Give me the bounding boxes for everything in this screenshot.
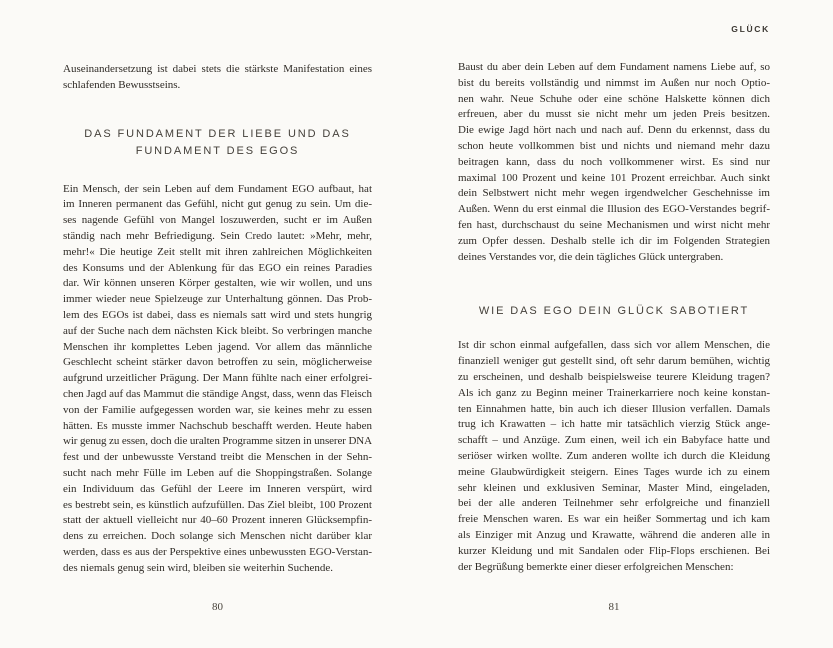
- text-line: Geschlecht scheint stärker davon betroffen zu sein, möglicherweise: [63, 356, 372, 369]
- paragraph-body-right-1: [458, 60, 770, 265]
- text-line: immer wieder neue Spielzeuge zur Unterhaltung gönnen. Das Prob-: [63, 293, 372, 306]
- text-line: dar. Wir können unseren Körper gestalten, wie wir wollen, und uns: [63, 277, 372, 290]
- text-line: schon heute vollkommen bist und nichts und niemand mehr dazu: [458, 139, 770, 152]
- text-line: aufgrund urzeitlicher Prägung. Der Mann fühlte nach einer erfolgrei-: [63, 372, 372, 385]
- text-line: schafft – und Anzüge. Zum einen, weil ich ein Babyface hatte und: [458, 434, 770, 447]
- text-line: Die ewige Jagd hört nach und nach auf. Denn du erkennst, dass du: [458, 124, 770, 137]
- text-line: mehr!« Die heutige Zeit stellt mit ihren zahlreichen Möglichkeiten: [63, 245, 372, 258]
- right-page: [458, 60, 770, 575]
- section-heading-right: [458, 303, 770, 320]
- text-line: chen Jagd auf das Mammut die ständige Angst, dass, wenn das Fleisch: [63, 387, 372, 400]
- text-line: Außen. Wenn du erst einmal die Illusion des EGO-Verstandes begrif-: [458, 203, 770, 216]
- text-line: fest und der unbewusste Verstand treibt die Menschen in der Sehn-: [63, 451, 372, 464]
- left-page: [63, 62, 372, 577]
- text-line: von der Familie aufgegessen worden war, sie keines mehr zu essen: [63, 403, 372, 416]
- text-line: freie Menschen waren. Es war ein heißer Sommertag und ich kam: [458, 513, 770, 526]
- text-line: Auseinandersetzung ist dabei stets die stärkste Manifestation eines: [63, 63, 372, 75]
- text-line: kurzer Kleidung und mit Sandalen oder Flip-Flops erschienen. Bei: [458, 544, 770, 557]
- text-line: Als ich ganz zu Beginn meiner Trainerkarriere noch keine konstan-: [458, 386, 770, 399]
- text-line: maximal 100 Prozent und keine 101 Prozent erreichbar. Auch sinkt: [458, 171, 770, 184]
- page-number-left: 80: [212, 601, 223, 613]
- text-line: ein Individuum das Gefühl der Leere im Inneren verspürt, wird: [63, 482, 372, 495]
- text-line: sucht nach mehr Fülle im Leben auf die Shoppingstraßen. Solange: [63, 466, 372, 479]
- text-line: sehr kleinen und exklusiven Seminar, Master Mind, eingeladen,: [458, 481, 770, 494]
- text-line: lem des EGOs ist dabei, dass es niemals satt wird und stets hungrig: [63, 308, 372, 321]
- text-line: WIE DAS EGO DEIN GLÜCK SABOTIERT: [478, 305, 750, 318]
- text-line: zum Opfer dessen. Deshalb stelle ich dir im Folgenden Strategien: [458, 234, 770, 247]
- text-line: Baust du aber dein Leben auf dem Fundament namens Liebe auf, so: [458, 61, 770, 73]
- text-line: dens zu erreichen. Doch solange sich Menschen nicht darüber klar: [63, 530, 372, 543]
- text-line: im Inneren permanent das Gefühl, nicht gut genug zu sein. Um die-: [63, 198, 372, 211]
- text-line: des Konsums und der Ablenkung für das EGO ein reines Paradies: [63, 261, 372, 274]
- text-line: auf der Suche nach dem nächsten Kick bleibt. So verbringen manche: [63, 324, 372, 337]
- text-line: erfreuen, aber du musst sie nicht mehr um jeden Preis besitzen.: [458, 108, 770, 121]
- paragraph-intro: [63, 62, 372, 94]
- text-line: Ist dir schon einmal aufgefallen, dass sich vor allem Menschen, die: [458, 339, 770, 352]
- text-line: Menschen ihr komplettes Leben jagend. Vor allem das männliche: [63, 340, 372, 353]
- text-line: deines Verstandes vor, die dein tägliches Glück untergraben.: [458, 250, 724, 263]
- text-line: es bestrebt sein, es künstlich aufzufüllen. Das Ziel bleibt, 100 Prozent: [63, 498, 372, 511]
- text-line: dein Selbstwert nicht mehr wegen irgendwelcher Geschehnisse im: [458, 187, 770, 200]
- running-head: GLÜCK: [731, 24, 770, 34]
- text-line: wir genug zu essen, doch die uralten Programme sitzen in unserer DNA: [63, 435, 372, 448]
- text-line: DAS FUNDAMENT DER LIEBE UND DAS: [84, 127, 351, 140]
- text-line: beitragen kann, dass du noch vollkommener wirst. Es sind nur: [458, 155, 770, 168]
- text-line: bist du bereits vollständig und nimmst im Außen nur noch Optio-: [458, 76, 770, 89]
- text-line: nen wahr. Neue Schuhe oder eine schöne Halskette können dich: [458, 92, 770, 105]
- text-line: schlafenden Bewusstseins.: [63, 78, 181, 91]
- text-line: bei der alle anderen Teilnehmer sehr erfolgreiche und finanziell: [458, 497, 770, 510]
- text-line: finanziell weniger gut gestellt sind, oft sehr darum bemühen, wichtig: [458, 355, 770, 368]
- text-line: werden, dass es aus der Perspektive eines unbewussten EGO-Verstan-: [63, 545, 372, 558]
- text-line: meine Glaubwürdigkeit steigern. Eines Tages wurde ich zu einem: [458, 465, 770, 478]
- section-heading-left: [63, 126, 372, 160]
- page-number-right: 81: [608, 601, 620, 613]
- text-line: fen hast, durchschaust du seine Mechanismen und wirst nicht mehr: [458, 218, 770, 231]
- text-line: des niemals genug sein wird, bleiben sie weiterhin Suchende.: [63, 561, 334, 574]
- paragraph-body-left: [63, 182, 372, 577]
- text-line: ses nagende Gefühl von Mangel loszuwerden, sucht er im Außen: [63, 214, 372, 227]
- text-line: zu erscheinen, und deshalb beispielsweise teurere Kleidung tragen?: [458, 370, 770, 383]
- text-line: FUNDAMENT DES EGOS: [135, 144, 300, 157]
- text-line: der Begrüßung bemerkte einer dieser erfolgreichen Menschen:: [458, 560, 734, 573]
- text-line: als Einziger mit Anzug und Krawatte, während die anderen alle in: [458, 528, 770, 541]
- text-line: trug ich Krawatten – ich hatte mir tatsächlich vierzig Stück ange-: [458, 418, 770, 431]
- text-line: ständig nach mehr Befriedigung. Sein Credo lautet: »Mehr, mehr,: [63, 229, 372, 242]
- text-line: ten Einnahmen hatte, bin auch ich dieser Illusion verfallen. Damals: [458, 402, 770, 415]
- text-line: statt der aktuell vielleicht nur 40–60 Prozent inneren Glücksempfin-: [63, 514, 372, 527]
- text-line: Ein Mensch, der sein Leben auf dem Fundament EGO aufbaut, hat: [63, 182, 372, 195]
- text-line: seriöser wirken wollte. Zum anderen wollte ich durch die Kleidung: [458, 449, 770, 462]
- paragraph-body-right-2: [458, 338, 770, 575]
- text-line: hätten. Es musste immer Nachschub beschafft werden. Heute haben: [63, 419, 372, 432]
